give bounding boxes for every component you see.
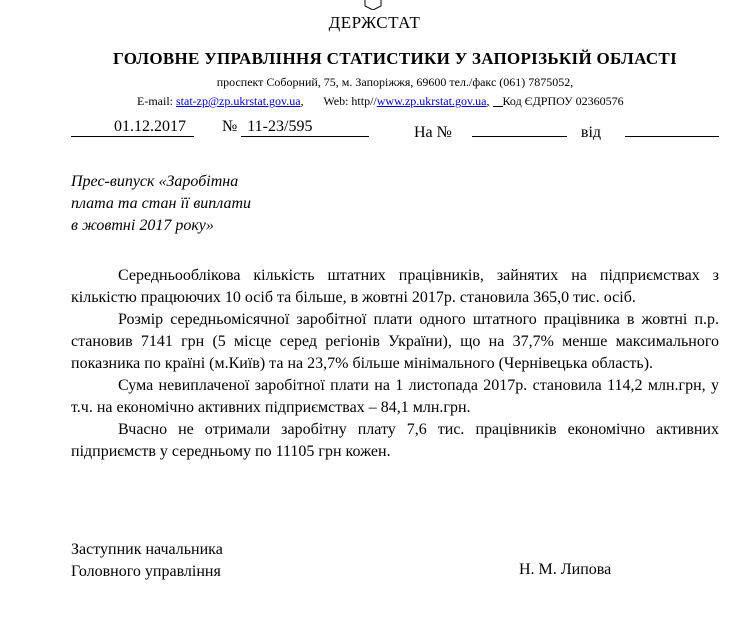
paragraph-arrears: Сума невиплаченої заробітної плати на 1 листопада 2017р. становила 114,2 млн.грн, у т.ч. на економічно активних підприємствах – 84,1 млн.грн. (71, 377, 719, 416)
web-label: Web: http// (323, 94, 377, 108)
signature-position (71, 539, 223, 583)
trident-emblem-icon (364, 0, 382, 10)
registration-line (71, 118, 369, 137)
agency-name: ДЕРЖСТАТ (328, 13, 421, 32)
email-link[interactable]: stat-zp@zp.ukrstat.gov.ua (176, 94, 301, 108)
signature-position-line: Заступник начальника (71, 541, 223, 558)
email-label: E-mail: (137, 94, 173, 108)
address-line: проспект Соборний, 75, м. Запоріжжя, 69600 тел./факс (061) 7875052, (216, 75, 574, 89)
reply-date-blank (625, 118, 719, 137)
title-line: Прес-випуск «Заробітна (71, 173, 239, 190)
signature-position-line: Головного управління (71, 563, 221, 580)
paragraph-average-salary: Розмір середньомісячної заробітної плати одного штатного працівника в жовтні п.р. становив 7141 грн (5 місце серед регіонів України), що на 37,7% менше максимального показника по країні (м.Київ) та на 23,7% більше мінімального (Чернівецька область). (71, 311, 719, 372)
outgoing-number: 11-23/595 (241, 118, 369, 137)
reply-number-blank (472, 118, 567, 137)
reply-label: На № (414, 124, 452, 141)
department-title: ГОЛОВНЕ УПРАВЛІННЯ СТАТИСТИКИ У ЗАПОРІЗЬКІЙ ОБЛАСТІ (113, 49, 677, 68)
press-release-title (71, 171, 251, 237)
signatory-name: Н. М. Липова (519, 561, 612, 578)
title-line: плата та стан її виплати (71, 195, 252, 212)
edrpou-code: Код ЄДРПОУ 02360576 (502, 94, 624, 108)
from-label: від (580, 124, 602, 141)
body-text (71, 265, 719, 463)
outgoing-date: 01.12.2017 (71, 118, 194, 137)
web-link[interactable]: www.zp.ukrstat.gov.ua (376, 94, 487, 108)
contacts-line: E-mail: stat-zp@zp.ukrstat.gov.ua, Web: http//www.zp.ukrstat.gov.ua, Код ЄДРПОУ 02360576 (137, 94, 624, 108)
reply-field (414, 118, 719, 142)
paragraph-headcount: Середньооблікова кількість штатних працівників, зайнятих на підприємствах з кількістю працюючих 10 осіб та більше, в жовтні 2017р. становила 365,0 тис. осіб. (71, 267, 719, 306)
number-sign: № (222, 118, 238, 135)
title-line: в жовтні 2017 року» (71, 217, 214, 234)
paragraph-unpaid-workers: Вчасно не отримали заробітну плату 7,6 тис. працівників економічно активних підприємств у середньому по 11105 грн кожен. (71, 421, 719, 460)
